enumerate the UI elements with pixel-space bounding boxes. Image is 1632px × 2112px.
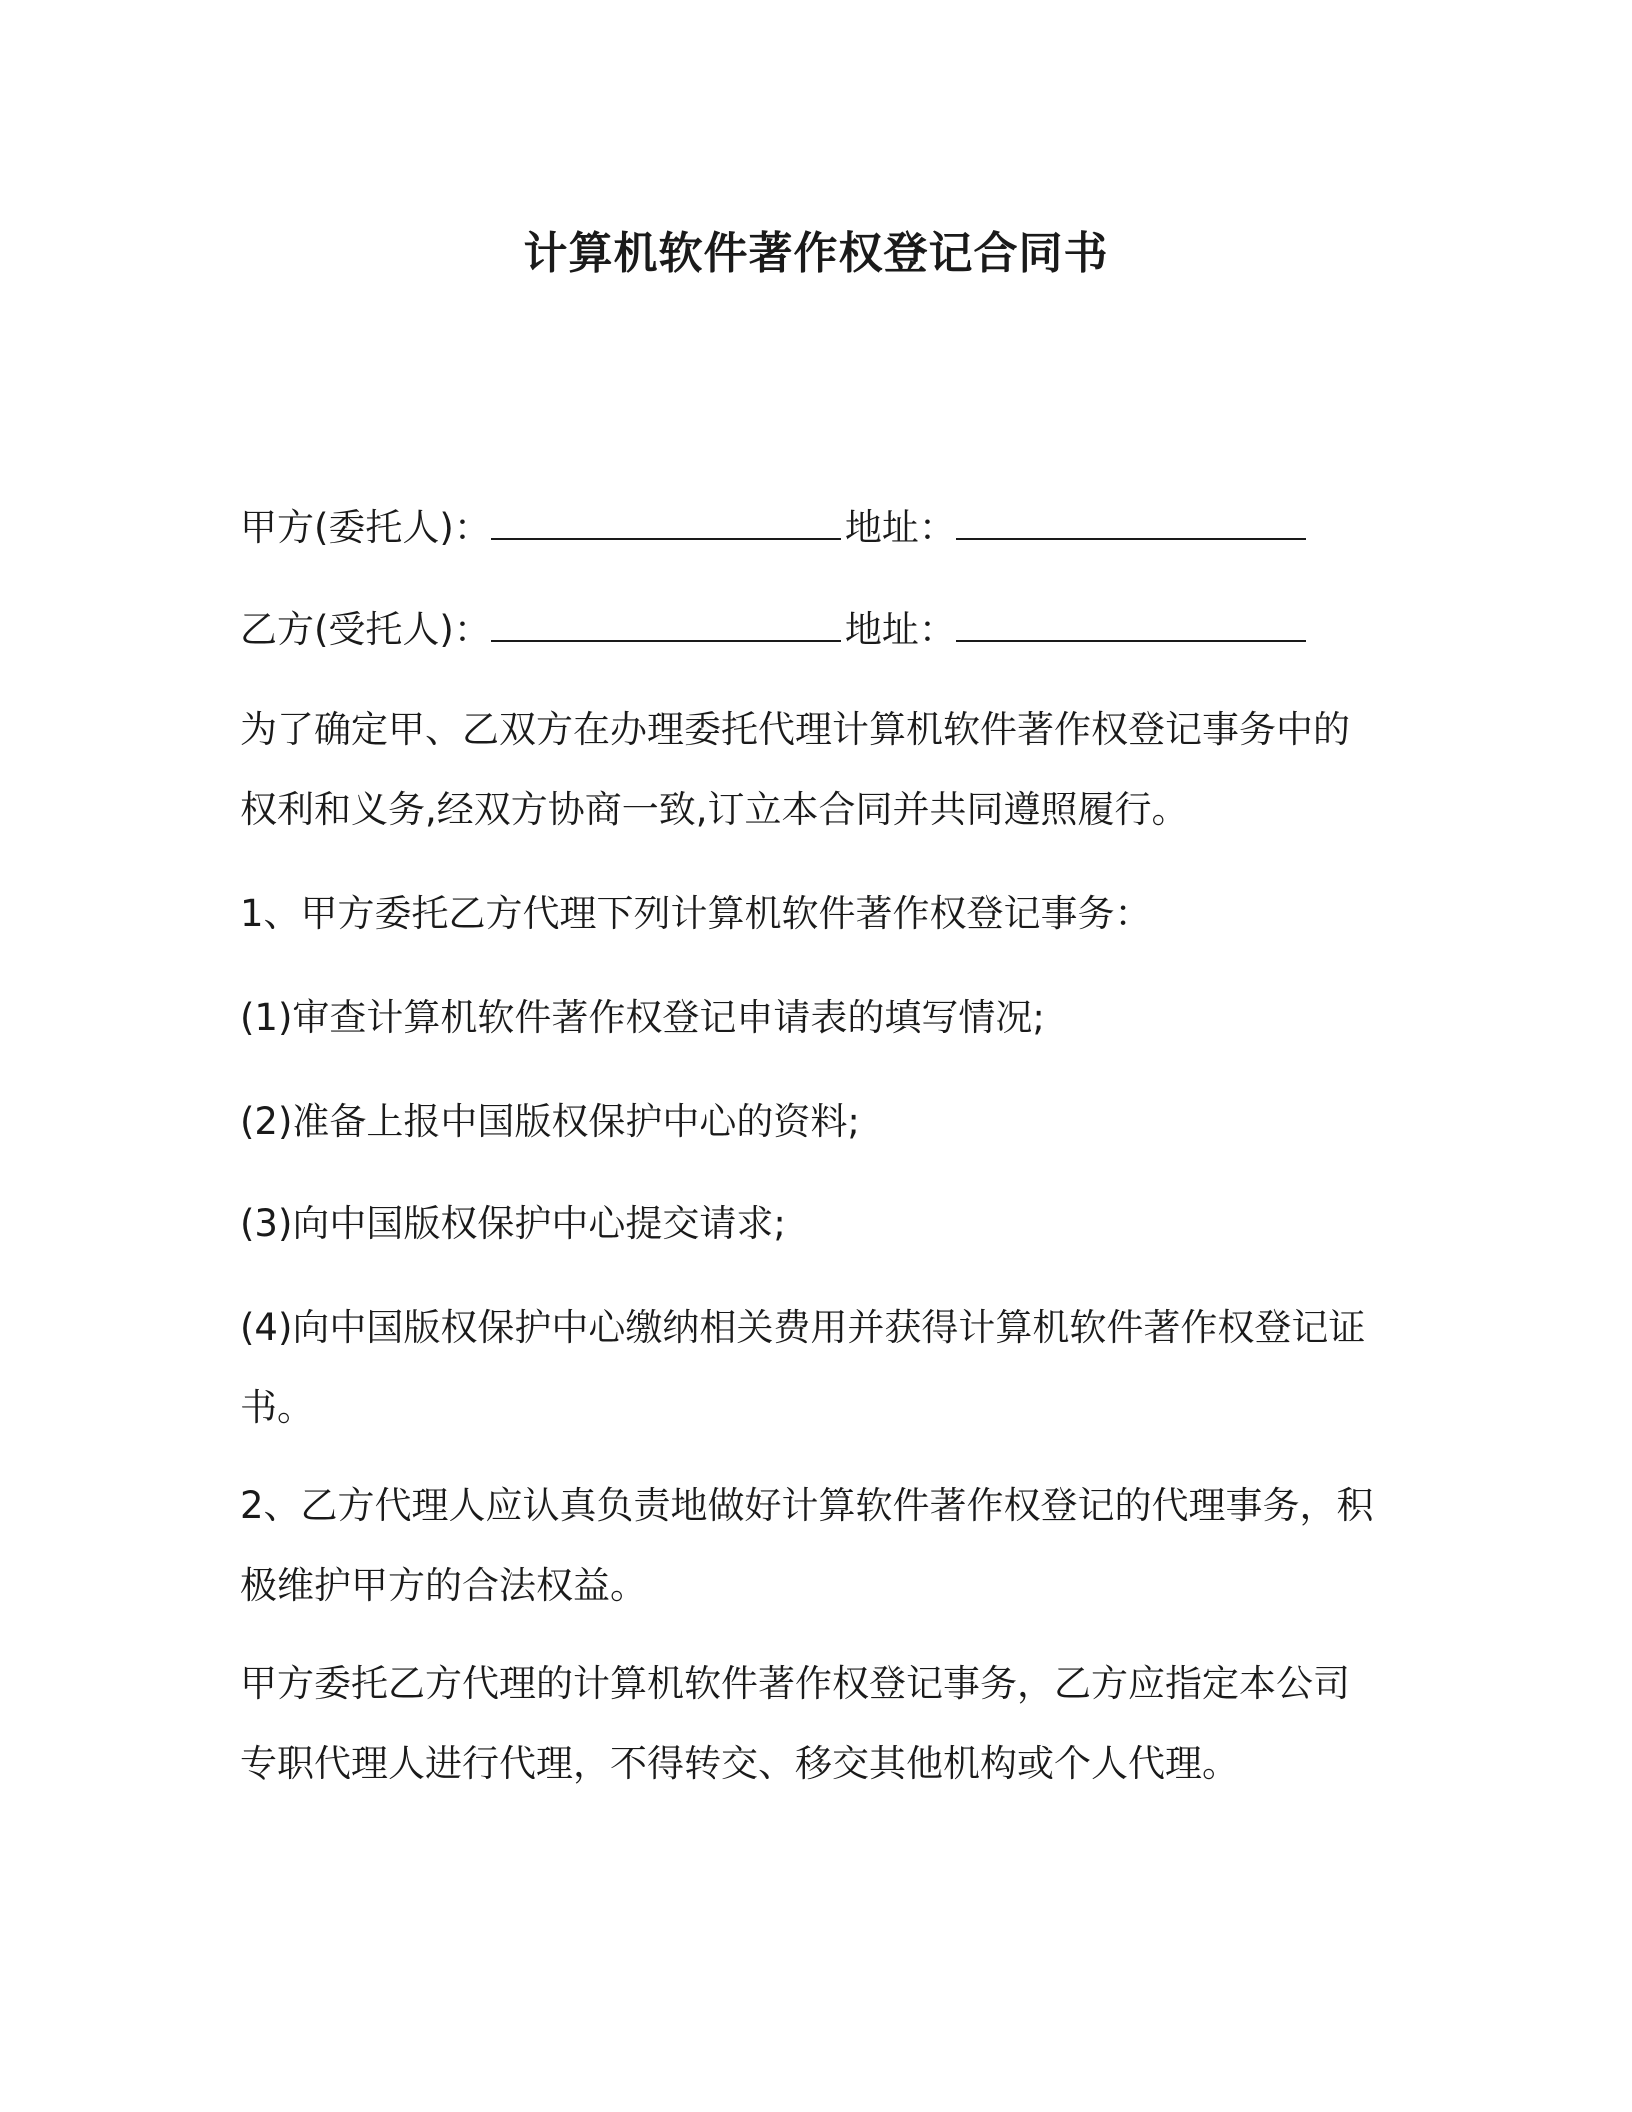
paragraph-item-1: (1)审查计算机软件著作权登记申请表的填写情况; <box>240 996 1045 1039</box>
paragraph-purpose: 为了确定甲、乙双方在办理委托代理计算机软件著作权登记事务中的权利和义务,经双方协商一致,订立本合同并共同遵照履行。 <box>240 708 1350 831</box>
paragraph-item-3: (3)向中国版权保护中心提交请求; <box>240 1202 786 1245</box>
party-b-line <box>240 600 1310 660</box>
paragraph-clause-1: 1、甲方委托乙方代理下列计算机软件著作权登记事务： <box>240 892 1152 935</box>
party-b-name-blank <box>491 604 841 642</box>
document-title: 计算机软件著作权登记合同书 <box>523 228 1109 279</box>
party-b-address-blank <box>956 604 1306 642</box>
party-a-name-blank <box>491 502 841 540</box>
party-a-label: 甲方(委托人)： <box>240 506 491 549</box>
party-a-line <box>240 498 1310 558</box>
party-a-address-label: 地址： <box>844 506 956 549</box>
paragraph-item-2: (2)准备上报中国版权保护中心的资料; <box>240 1100 860 1143</box>
paragraph-clause-2: 2、乙方代理人应认真负责地做好计算软件著作权登记的代理事务，积极维护甲方的合法权益。 <box>240 1484 1374 1607</box>
paragraph-item-4: (4)向中国版权保护中心缴纳相关费用并获得计算机软件著作权登记证书。 <box>240 1306 1366 1429</box>
party-b-address-label: 地址： <box>844 608 956 651</box>
paragraph-designation: 甲方委托乙方代理的计算机软件著作权登记事务，乙方应指定本公司专职代理人进行代理，不得转交、移交其他机构或个人代理。 <box>240 1662 1350 1785</box>
party-b-label: 乙方(受托人)： <box>240 608 491 651</box>
party-a-address-blank <box>956 502 1306 540</box>
